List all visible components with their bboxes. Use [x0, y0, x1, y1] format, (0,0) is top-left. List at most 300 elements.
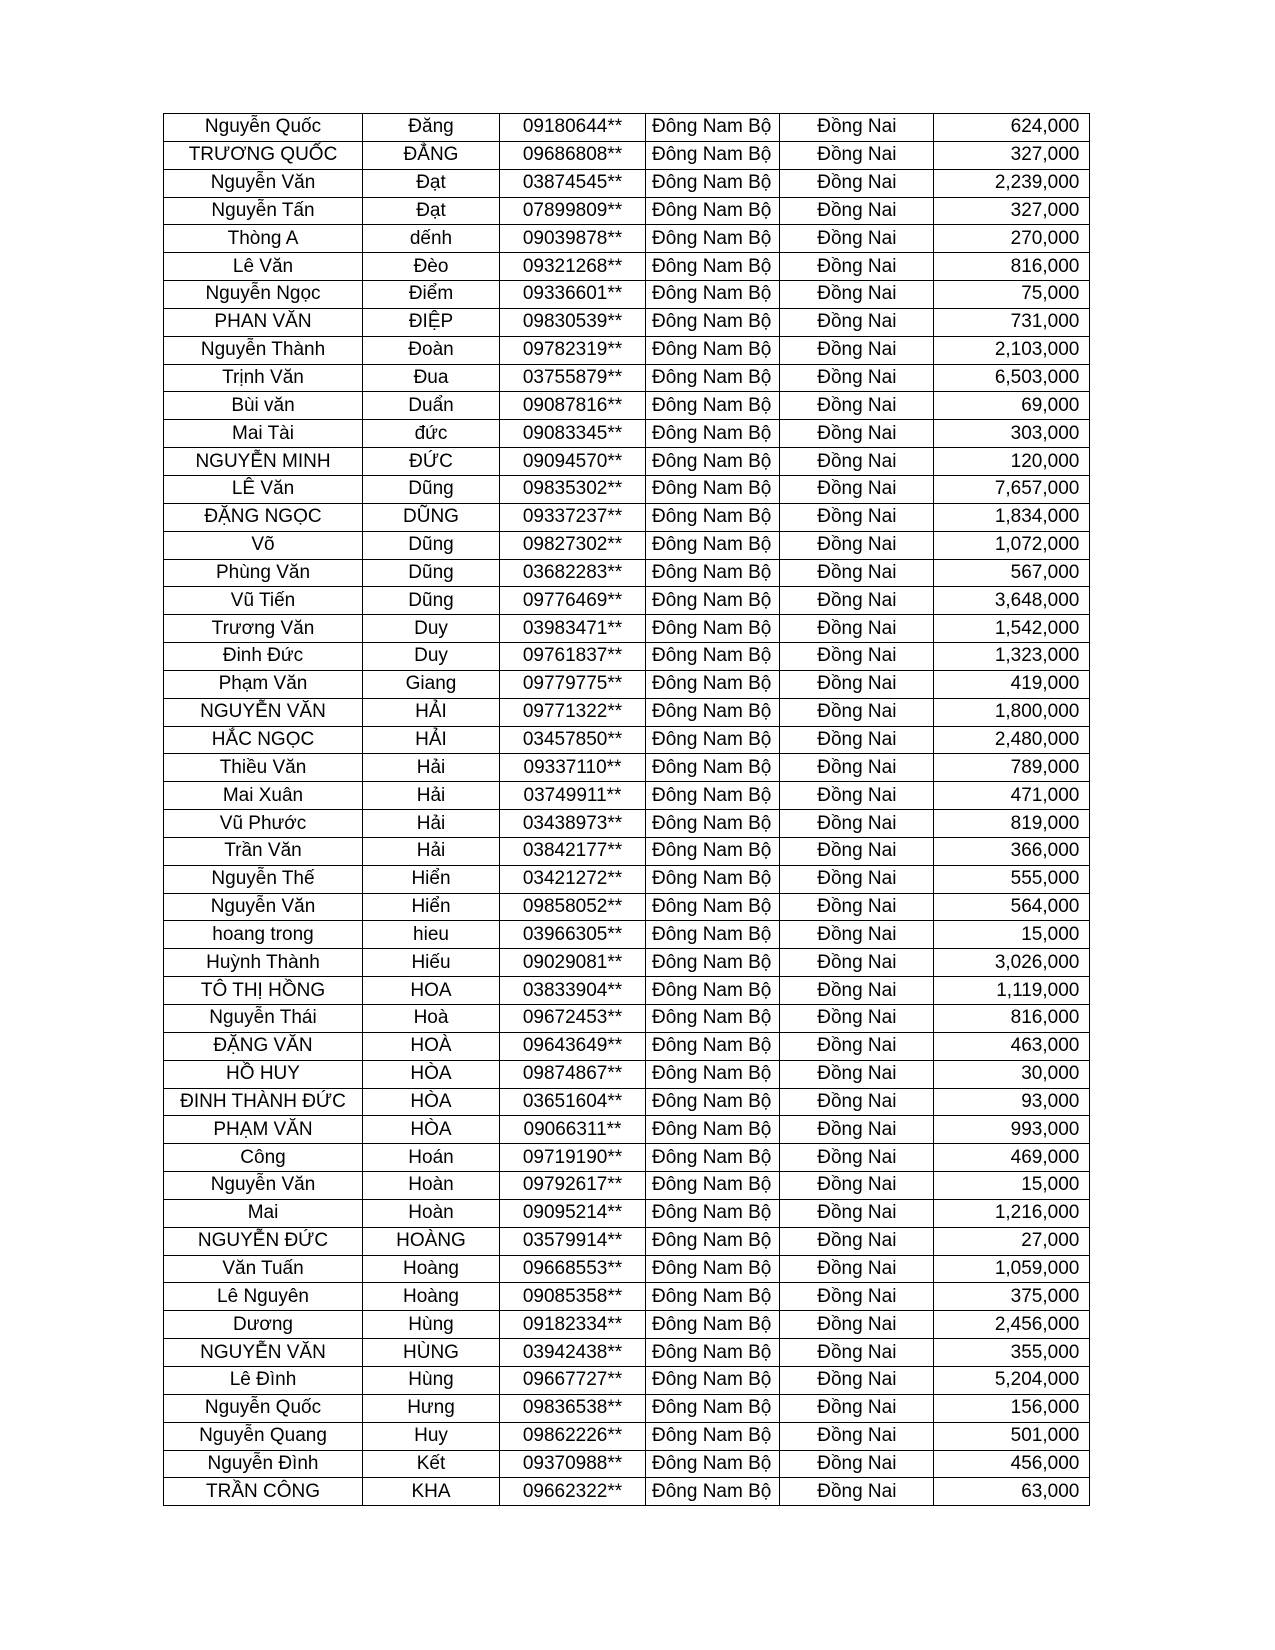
amount-cell: 27,000: [934, 1227, 1090, 1255]
table-row: [164, 531, 1090, 559]
surname-cell: Thòng A: [164, 225, 363, 253]
phone-cell: 09776469**: [500, 587, 646, 615]
given-name-cell: Duẩn: [363, 392, 500, 420]
given-name-cell: hieu: [363, 921, 500, 949]
surname-cell: PHẠM VĂN: [164, 1116, 363, 1144]
province-cell: Đồng Nai: [780, 336, 934, 364]
phone-cell: 09662322**: [500, 1478, 646, 1506]
amount-cell: 375,000: [934, 1283, 1090, 1311]
province-cell: Đồng Nai: [780, 698, 934, 726]
province-cell: Đồng Nai: [780, 114, 934, 142]
given-name-cell: Hoàng: [363, 1255, 500, 1283]
surname-cell: ĐINH THÀNH ĐỨC: [164, 1088, 363, 1116]
table-row: [164, 643, 1090, 671]
given-name-cell: Hoán: [363, 1144, 500, 1172]
surname-cell: Nguyễn Ngọc: [164, 281, 363, 309]
region-cell: Đông Nam Bộ: [646, 1255, 780, 1283]
phone-cell: 09321268**: [500, 253, 646, 281]
surname-cell: Nguyễn Quốc: [164, 1394, 363, 1422]
phone-cell: 09827302**: [500, 531, 646, 559]
table-row: [164, 726, 1090, 754]
province-cell: Đồng Nai: [780, 531, 934, 559]
region-cell: Đông Nam Bộ: [646, 448, 780, 476]
amount-cell: 366,000: [934, 837, 1090, 865]
table-row: [164, 448, 1090, 476]
table-row: [164, 810, 1090, 838]
province-cell: Đồng Nai: [780, 615, 934, 643]
region-cell: Đông Nam Bộ: [646, 392, 780, 420]
region-cell: Đông Nam Bộ: [646, 1339, 780, 1367]
phone-cell: 03755879**: [500, 364, 646, 392]
region-cell: Đông Nam Bộ: [646, 1116, 780, 1144]
amount-cell: 3,026,000: [934, 949, 1090, 977]
province-cell: Đồng Nai: [780, 782, 934, 810]
data-table: [163, 113, 1090, 1506]
surname-cell: Nguyễn Tấn: [164, 197, 363, 225]
given-name-cell: Hùng: [363, 1366, 500, 1394]
phone-cell: 03749911**: [500, 782, 646, 810]
province-cell: Đồng Nai: [780, 893, 934, 921]
table-row: [164, 1116, 1090, 1144]
table-row: [164, 587, 1090, 615]
surname-cell: Huỳnh Thành: [164, 949, 363, 977]
region-cell: Đông Nam Bộ: [646, 225, 780, 253]
table-row: [164, 114, 1090, 142]
given-name-cell: Đạt: [363, 169, 500, 197]
phone-cell: 09858052**: [500, 893, 646, 921]
given-name-cell: HOA: [363, 977, 500, 1005]
surname-cell: Trịnh Văn: [164, 364, 363, 392]
table-row: [164, 698, 1090, 726]
surname-cell: Nguyễn Văn: [164, 169, 363, 197]
region-cell: Đông Nam Bộ: [646, 865, 780, 893]
table-body: [164, 114, 1090, 1506]
amount-cell: 327,000: [934, 141, 1090, 169]
table-row: [164, 615, 1090, 643]
region-cell: Đông Nam Bộ: [646, 726, 780, 754]
region-cell: Đông Nam Bộ: [646, 1060, 780, 1088]
province-cell: Đồng Nai: [780, 1144, 934, 1172]
surname-cell: hoang trong: [164, 921, 363, 949]
region-cell: Đông Nam Bộ: [646, 475, 780, 503]
amount-cell: 5,204,000: [934, 1366, 1090, 1394]
surname-cell: NGUYỄN ĐỨC: [164, 1227, 363, 1255]
region-cell: Đông Nam Bộ: [646, 810, 780, 838]
province-cell: Đồng Nai: [780, 726, 934, 754]
province-cell: Đồng Nai: [780, 1227, 934, 1255]
amount-cell: 1,059,000: [934, 1255, 1090, 1283]
province-cell: Đồng Nai: [780, 364, 934, 392]
given-name-cell: Đua: [363, 364, 500, 392]
surname-cell: Nguyễn Thành: [164, 336, 363, 364]
given-name-cell: Kết: [363, 1450, 500, 1478]
amount-cell: 816,000: [934, 1005, 1090, 1033]
region-cell: Đông Nam Bộ: [646, 141, 780, 169]
amount-cell: 1,542,000: [934, 615, 1090, 643]
region-cell: Đông Nam Bộ: [646, 754, 780, 782]
province-cell: Đồng Nai: [780, 281, 934, 309]
province-cell: Đồng Nai: [780, 197, 934, 225]
surname-cell: Mai Xuân: [164, 782, 363, 810]
province-cell: Đồng Nai: [780, 392, 934, 420]
given-name-cell: Hưng: [363, 1394, 500, 1422]
phone-cell: 09667727**: [500, 1366, 646, 1394]
given-name-cell: DŨNG: [363, 503, 500, 531]
region-cell: Đông Nam Bộ: [646, 1199, 780, 1227]
phone-cell: 09672453**: [500, 1005, 646, 1033]
amount-cell: 2,480,000: [934, 726, 1090, 754]
surname-cell: ĐẶNG VĂN: [164, 1032, 363, 1060]
surname-cell: Nguyễn Thế: [164, 865, 363, 893]
region-cell: Đông Nam Bộ: [646, 114, 780, 142]
table-row: [164, 1394, 1090, 1422]
region-cell: Đông Nam Bộ: [646, 977, 780, 1005]
province-cell: Đồng Nai: [780, 865, 934, 893]
province-cell: Đồng Nai: [780, 1005, 934, 1033]
phone-cell: 09083345**: [500, 420, 646, 448]
surname-cell: Lê Đình: [164, 1366, 363, 1394]
given-name-cell: Hiển: [363, 893, 500, 921]
amount-cell: 355,000: [934, 1339, 1090, 1367]
amount-cell: 120,000: [934, 448, 1090, 476]
province-cell: Đồng Nai: [780, 475, 934, 503]
table-row: [164, 949, 1090, 977]
region-cell: Đông Nam Bộ: [646, 893, 780, 921]
surname-cell: Nguyễn Văn: [164, 1172, 363, 1200]
phone-cell: 09643649**: [500, 1032, 646, 1060]
table-row: [164, 141, 1090, 169]
given-name-cell: Hoà: [363, 1005, 500, 1033]
given-name-cell: HÒA: [363, 1088, 500, 1116]
phone-cell: 03966305**: [500, 921, 646, 949]
phone-cell: 09095214**: [500, 1199, 646, 1227]
province-cell: Đồng Nai: [780, 1283, 934, 1311]
phone-cell: 09761837**: [500, 643, 646, 671]
province-cell: Đồng Nai: [780, 308, 934, 336]
table-row: [164, 1060, 1090, 1088]
given-name-cell: Đạt: [363, 197, 500, 225]
phone-cell: 03438973**: [500, 810, 646, 838]
given-name-cell: ĐIỆP: [363, 308, 500, 336]
amount-cell: 789,000: [934, 754, 1090, 782]
table-row: [164, 893, 1090, 921]
amount-cell: 463,000: [934, 1032, 1090, 1060]
surname-cell: Mai Tài: [164, 420, 363, 448]
surname-cell: NGUYỄN VĂN: [164, 698, 363, 726]
phone-cell: 09835302**: [500, 475, 646, 503]
surname-cell: LÊ Văn: [164, 475, 363, 503]
region-cell: Đông Nam Bộ: [646, 615, 780, 643]
phone-cell: 09771322**: [500, 698, 646, 726]
given-name-cell: Đăng: [363, 114, 500, 142]
amount-cell: 1,119,000: [934, 977, 1090, 1005]
phone-cell: 07899809**: [500, 197, 646, 225]
amount-cell: 15,000: [934, 921, 1090, 949]
amount-cell: 1,834,000: [934, 503, 1090, 531]
given-name-cell: KHA: [363, 1478, 500, 1506]
phone-cell: 03651604**: [500, 1088, 646, 1116]
region-cell: Đông Nam Bộ: [646, 1144, 780, 1172]
province-cell: Đồng Nai: [780, 949, 934, 977]
table-row: [164, 420, 1090, 448]
surname-cell: Phạm Văn: [164, 670, 363, 698]
region-cell: Đông Nam Bộ: [646, 420, 780, 448]
amount-cell: 1,072,000: [934, 531, 1090, 559]
province-cell: Đồng Nai: [780, 1311, 934, 1339]
province-cell: Đồng Nai: [780, 1255, 934, 1283]
surname-cell: Đinh Đức: [164, 643, 363, 671]
given-name-cell: Đoàn: [363, 336, 500, 364]
surname-cell: Dương: [164, 1311, 363, 1339]
amount-cell: 1,323,000: [934, 643, 1090, 671]
surname-cell: Võ: [164, 531, 363, 559]
surname-cell: Mai: [164, 1199, 363, 1227]
table-row: [164, 1311, 1090, 1339]
amount-cell: 93,000: [934, 1088, 1090, 1116]
given-name-cell: HOÀ: [363, 1032, 500, 1060]
phone-cell: 09830539**: [500, 308, 646, 336]
table-row: [164, 1339, 1090, 1367]
phone-cell: 09779775**: [500, 670, 646, 698]
table-row: [164, 837, 1090, 865]
given-name-cell: Hoàng: [363, 1283, 500, 1311]
phone-cell: 03874545**: [500, 169, 646, 197]
table-row: [164, 253, 1090, 281]
region-cell: Đông Nam Bộ: [646, 1450, 780, 1478]
amount-cell: 6,503,000: [934, 364, 1090, 392]
surname-cell: Lê Nguyên: [164, 1283, 363, 1311]
table-row: [164, 1478, 1090, 1506]
amount-cell: 993,000: [934, 1116, 1090, 1144]
amount-cell: 156,000: [934, 1394, 1090, 1422]
province-cell: Đồng Nai: [780, 587, 934, 615]
phone-cell: 09836538**: [500, 1394, 646, 1422]
amount-cell: 2,103,000: [934, 336, 1090, 364]
amount-cell: 469,000: [934, 1144, 1090, 1172]
amount-cell: 555,000: [934, 865, 1090, 893]
amount-cell: 819,000: [934, 810, 1090, 838]
amount-cell: 69,000: [934, 392, 1090, 420]
table-row: [164, 1422, 1090, 1450]
phone-cell: 03942438**: [500, 1339, 646, 1367]
table-row: [164, 336, 1090, 364]
province-cell: Đồng Nai: [780, 1366, 934, 1394]
surname-cell: Trần Văn: [164, 837, 363, 865]
table-row: [164, 475, 1090, 503]
region-cell: Đông Nam Bộ: [646, 1005, 780, 1033]
region-cell: Đông Nam Bộ: [646, 1172, 780, 1200]
phone-cell: 09874867**: [500, 1060, 646, 1088]
table-row: [164, 503, 1090, 531]
amount-cell: 75,000: [934, 281, 1090, 309]
surname-cell: NGUYỄN VĂN: [164, 1339, 363, 1367]
table-row: [164, 1227, 1090, 1255]
given-name-cell: Giang: [363, 670, 500, 698]
amount-cell: 731,000: [934, 308, 1090, 336]
table-row: [164, 1088, 1090, 1116]
surname-cell: HỒ HUY: [164, 1060, 363, 1088]
province-cell: Đồng Nai: [780, 1172, 934, 1200]
province-cell: Đồng Nai: [780, 977, 934, 1005]
surname-cell: Vũ Phước: [164, 810, 363, 838]
table-row: [164, 197, 1090, 225]
given-name-cell: HẢI: [363, 726, 500, 754]
surname-cell: Trương Văn: [164, 615, 363, 643]
given-name-cell: Duy: [363, 615, 500, 643]
table-row: [164, 308, 1090, 336]
table-row: [164, 1283, 1090, 1311]
region-cell: Đông Nam Bộ: [646, 336, 780, 364]
amount-cell: 1,216,000: [934, 1199, 1090, 1227]
region-cell: Đông Nam Bộ: [646, 197, 780, 225]
phone-cell: 03682283**: [500, 559, 646, 587]
region-cell: Đông Nam Bộ: [646, 503, 780, 531]
surname-cell: Công: [164, 1144, 363, 1172]
region-cell: Đông Nam Bộ: [646, 253, 780, 281]
given-name-cell: dếnh: [363, 225, 500, 253]
amount-cell: 303,000: [934, 420, 1090, 448]
surname-cell: Nguyễn Văn: [164, 893, 363, 921]
phone-cell: 09085358**: [500, 1283, 646, 1311]
province-cell: Đồng Nai: [780, 810, 934, 838]
region-cell: Đông Nam Bộ: [646, 1283, 780, 1311]
given-name-cell: Đèo: [363, 253, 500, 281]
amount-cell: 419,000: [934, 670, 1090, 698]
table-row: [164, 225, 1090, 253]
table-row: [164, 782, 1090, 810]
amount-cell: 3,648,000: [934, 587, 1090, 615]
given-name-cell: HÒA: [363, 1116, 500, 1144]
phone-cell: 09719190**: [500, 1144, 646, 1172]
phone-cell: 09686808**: [500, 141, 646, 169]
province-cell: Đồng Nai: [780, 141, 934, 169]
region-cell: Đông Nam Bộ: [646, 531, 780, 559]
surname-cell: Lê Văn: [164, 253, 363, 281]
amount-cell: 327,000: [934, 197, 1090, 225]
phone-cell: 09792617**: [500, 1172, 646, 1200]
province-cell: Đồng Nai: [780, 1116, 934, 1144]
table-row: [164, 1032, 1090, 1060]
province-cell: Đồng Nai: [780, 1088, 934, 1116]
table-row: [164, 559, 1090, 587]
given-name-cell: HÒA: [363, 1060, 500, 1088]
given-name-cell: ĐẲNG: [363, 141, 500, 169]
phone-cell: 03833904**: [500, 977, 646, 1005]
table-row: [164, 281, 1090, 309]
province-cell: Đồng Nai: [780, 448, 934, 476]
phone-cell: 03421272**: [500, 865, 646, 893]
phone-cell: 09336601**: [500, 281, 646, 309]
phone-cell: 09337110**: [500, 754, 646, 782]
phone-cell: 09337237**: [500, 503, 646, 531]
region-cell: Đông Nam Bộ: [646, 1422, 780, 1450]
surname-cell: PHAN VĂN: [164, 308, 363, 336]
amount-cell: 471,000: [934, 782, 1090, 810]
province-cell: Đồng Nai: [780, 1032, 934, 1060]
surname-cell: Phùng Văn: [164, 559, 363, 587]
region-cell: Đông Nam Bộ: [646, 643, 780, 671]
phone-cell: 09862226**: [500, 1422, 646, 1450]
phone-cell: 09180644**: [500, 114, 646, 142]
amount-cell: 456,000: [934, 1450, 1090, 1478]
region-cell: Đông Nam Bộ: [646, 949, 780, 977]
province-cell: Đồng Nai: [780, 503, 934, 531]
given-name-cell: Điểm: [363, 281, 500, 309]
surname-cell: HẮC NGỌC: [164, 726, 363, 754]
province-cell: Đồng Nai: [780, 225, 934, 253]
table-row: [164, 1199, 1090, 1227]
table-row: [164, 1366, 1090, 1394]
province-cell: Đồng Nai: [780, 754, 934, 782]
table-row: [164, 1450, 1090, 1478]
given-name-cell: Hải: [363, 810, 500, 838]
table-row: [164, 1144, 1090, 1172]
surname-cell: TÔ THỊ HỒNG: [164, 977, 363, 1005]
amount-cell: 564,000: [934, 893, 1090, 921]
region-cell: Đông Nam Bộ: [646, 587, 780, 615]
amount-cell: 816,000: [934, 253, 1090, 281]
amount-cell: 567,000: [934, 559, 1090, 587]
region-cell: Đông Nam Bộ: [646, 1032, 780, 1060]
province-cell: Đồng Nai: [780, 1339, 934, 1367]
region-cell: Đông Nam Bộ: [646, 1088, 780, 1116]
given-name-cell: Hoàn: [363, 1199, 500, 1227]
given-name-cell: Hải: [363, 837, 500, 865]
surname-cell: Văn Tuấn: [164, 1255, 363, 1283]
region-cell: Đông Nam Bộ: [646, 670, 780, 698]
given-name-cell: Hải: [363, 754, 500, 782]
given-name-cell: ĐỨC: [363, 448, 500, 476]
surname-cell: Nguyễn Quang: [164, 1422, 363, 1450]
province-cell: Đồng Nai: [780, 1478, 934, 1506]
table-row: [164, 921, 1090, 949]
amount-cell: 2,456,000: [934, 1311, 1090, 1339]
table-row: [164, 392, 1090, 420]
given-name-cell: Dũng: [363, 559, 500, 587]
phone-cell: 03842177**: [500, 837, 646, 865]
table-row: [164, 754, 1090, 782]
region-cell: Đông Nam Bộ: [646, 308, 780, 336]
amount-cell: 2,239,000: [934, 169, 1090, 197]
phone-cell: 09087816**: [500, 392, 646, 420]
table-row: [164, 169, 1090, 197]
region-cell: Đông Nam Bộ: [646, 837, 780, 865]
phone-cell: 09782319**: [500, 336, 646, 364]
given-name-cell: Dũng: [363, 531, 500, 559]
region-cell: Đông Nam Bộ: [646, 1366, 780, 1394]
given-name-cell: HẢI: [363, 698, 500, 726]
given-name-cell: đức: [363, 420, 500, 448]
phone-cell: 03983471**: [500, 615, 646, 643]
province-cell: Đồng Nai: [780, 559, 934, 587]
province-cell: Đồng Nai: [780, 921, 934, 949]
given-name-cell: Duy: [363, 643, 500, 671]
table-row: [164, 977, 1090, 1005]
surname-cell: Nguyễn Thái: [164, 1005, 363, 1033]
province-cell: Đồng Nai: [780, 837, 934, 865]
province-cell: Đồng Nai: [780, 1060, 934, 1088]
province-cell: Đồng Nai: [780, 670, 934, 698]
amount-cell: 7,657,000: [934, 475, 1090, 503]
table-row: [164, 1172, 1090, 1200]
region-cell: Đông Nam Bộ: [646, 1394, 780, 1422]
phone-cell: 03457850**: [500, 726, 646, 754]
given-name-cell: Hoàn: [363, 1172, 500, 1200]
province-cell: Đồng Nai: [780, 253, 934, 281]
region-cell: Đông Nam Bộ: [646, 782, 780, 810]
given-name-cell: HÙNG: [363, 1339, 500, 1367]
given-name-cell: Hiếu: [363, 949, 500, 977]
